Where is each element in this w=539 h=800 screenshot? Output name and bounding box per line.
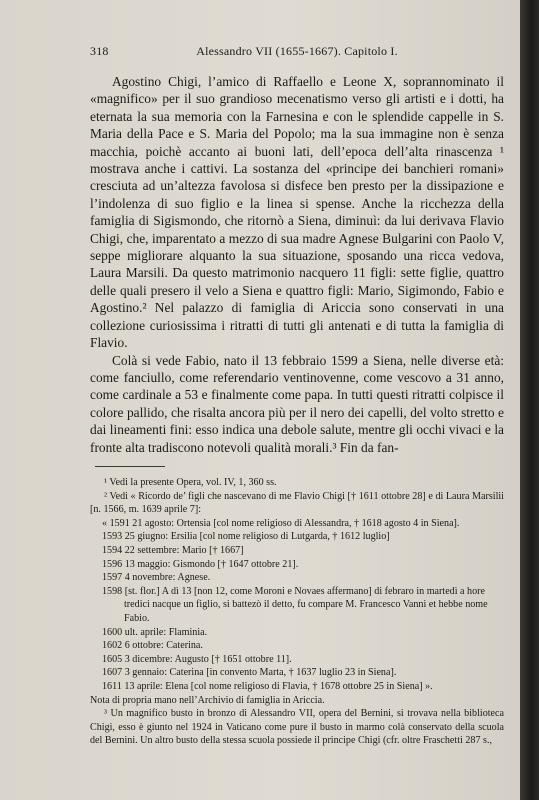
birth-records-list bbox=[90, 517, 504, 694]
book-gutter-shadow bbox=[520, 0, 539, 800]
footnote-3: ³ Un magnifico busto in bronzo di Alessandro VII, opera del Bernini, si trovava nella biblioteca Chigi, esso è giunto nel 1924 in Vaticano come pure il busto in marmo colà conservato della scuola del Bernini. Un altro busto della stessa scuola possiede il principe Chigi (cfr. oltre Fraschetti 287 s., bbox=[90, 708, 504, 747]
birth-record: 1607 3 gennaio: Caterina [in convento Marta, † 1637 luglio 23 in Siena]. bbox=[102, 667, 397, 679]
birth-record: « 1591 21 agosto: Ortensia [col nome religioso di Alessandra, † 1618 agosto 4 in Siena]. bbox=[102, 517, 460, 529]
page-number: 318 bbox=[90, 44, 109, 58]
birth-record: 1593 25 giugno: Ersilia [col nome religioso di Lutgarda, † 1612 luglio] bbox=[102, 531, 390, 543]
footnotes bbox=[90, 476, 504, 748]
paragraph-2: Colà si vede Fabio, nato il 13 febbraio 1599 a Siena, nelle diverse età: come fanciullo, come referendario ventinovenne, come vescovo a 31 anno, come cardinale a 53 e finalmente come papa. In tutti questi ritratti colpisce il colore pallido, che risalta ancora più per il nero dei capelli, del volto stretto e dai lineamenti fini: esso indica una debole salute, mentre gli occhi vivaci e la fronte alta tradiscono notevoli qualità morali.³ Fin da fan- bbox=[90, 352, 504, 455]
body-text bbox=[90, 73, 504, 456]
footnote-rule bbox=[95, 466, 165, 467]
footnote-2-source: Nota di propria mano nell’Archivio di famiglia in Ariccia. bbox=[90, 694, 325, 706]
birth-record: 1596 13 maggio: Gismondo [† 1647 ottobre 21]. bbox=[102, 558, 299, 570]
birth-record: 1602 6 ottobre: Caterina. bbox=[102, 640, 203, 652]
footnote-1: ¹ Vedi la presente Opera, vol. IV, 1, 360 ss. bbox=[104, 477, 277, 488]
running-title: Alessandro VII (1655-1667). Capitolo I. bbox=[196, 44, 398, 58]
footnote-2-intro: ² Vedi « Ricordo de’ figli che nascevano di me Flavio Chigi [† 1611 ottobre 28] e di Laura Marsilii [n. 1566, m. 1639 aprile 7]: bbox=[90, 490, 504, 516]
birth-record: 1594 22 settembre: Mario [† 1667] bbox=[102, 544, 244, 556]
birth-record: 1605 3 dicembre: Augusto [† 1651 ottobre 11]. bbox=[102, 653, 292, 665]
paragraph-1: Agostino Chigi, l’amico di Raffaello e Leone X, soprannominato il «magnifico» per il suo grandioso mecenatismo verso gli artisti e i dotti, ha eternata la sua memoria con la Farnesina e con le splendide cappelle in S. Maria della Pace e S. Maria del Popolo; ma la sua immagine non è senza macchia, poichè accanto ai buoni lati, dell’epoca dell’alta rinascenza ¹ mostrava anche i cattivi. La sostanza del «principe dei banchieri romani» cresciuta ad un’altezza favolosa si disfece ben presto per la dissipazione e l’indolenza di suo figlio e la linea si spense. Anche la ricchezza della famiglia di Sigismondo, che ritornò a Siena, diminuì: da lui derivava Flavio Chigi, che, imparentato a mezzo di sua madre Agnese Bulgarini con Paolo V, seppe migliorare alquanto la sua situazione, sposando una ricca vedova, Laura Marsili. Da questo matrimonio nacquero 11 figli: sette figlie, quattro delle quali presero il velo a Siena e quattro figli: Mario, Sigimondo, Fabio e Agostino.² Nel palazzo di famiglia di Ariccia sono conservati in una collezione curiosissima i ritratti di tutti gli antenati e di tutta la famiglia di Flavio. bbox=[90, 74, 504, 351]
birth-record: 1598 [st. flor.] A dì 13 [non 12, come Moroni e Novaes affermano] di febraro in martedì a hore tredici nacque un figlio, si battezò il detto, fu compare M. Francesco Vanni et hebbe nome Fabio. bbox=[102, 585, 488, 624]
birth-record: 1611 13 aprile: Elena [col nome religioso di Flavia, † 1678 ottobre 25 in Siena] ». bbox=[102, 680, 433, 692]
birth-record: 1597 4 novembre: Agnese. bbox=[102, 572, 211, 584]
birth-record: 1600 ult. aprile: Flaminia. bbox=[102, 626, 208, 638]
running-head bbox=[90, 44, 504, 60]
